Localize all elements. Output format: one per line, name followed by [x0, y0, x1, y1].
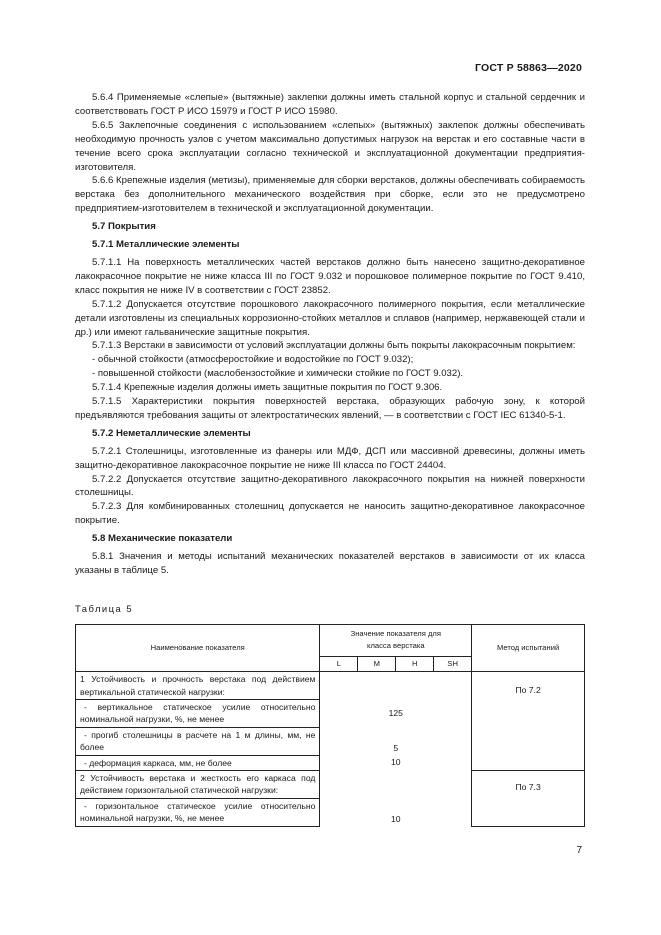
row-value: 125 [320, 700, 472, 728]
paragraph-5-8-1: 5.8.1 Значения и методы испытаний механических показателей верстаков в зависимости от их класса указаны в таблице 5. [75, 551, 585, 576]
paragraph-5-7-2-1: 5.7.2.1 Столешницы, изготовленные из фанеры или МДФ, ДСП или массивной древесины, должны иметь защитно-декоративное лакокрасочное покрытие не ниже III класса по ГОСТ 24404. [75, 445, 585, 471]
row-name: 2 Устойчивость верстака и жесткость его каркаса под действием горизонтальной статической нагрузки: [76, 771, 320, 799]
row-name: 1 Устойчивость и прочность верстака под действием вертикальной статической нагрузки: [76, 672, 320, 700]
table-row [76, 771, 585, 799]
row-name: - деформация каркаса, мм, не более [76, 755, 320, 770]
class-header-sh: SH [434, 656, 472, 671]
list-item-ordinary-resistance: - обычной стойкости (атмосферостойкие и водостойкие по ГОСТ 9.032); [92, 354, 414, 366]
paragraph-5-7-2-3: 5.7.2.3 Для комбинированных столешниц допускается не наносить защитно-декоративное лакокрасочное покрытие. [75, 501, 585, 527]
paragraph-5-7-1-1: 5.7.1.1 На поверхность металлических частей верстаков должно быть нанесено защитно-декоративное лакокрасочное покрытие не ниже класса III по ГОСТ 9.032 и порошковое полимерное покрытие по ГОСТ 9.410, класс покрытия не ниже IV в соответствии с ГОСТ 23852. [75, 256, 585, 296]
table-caption: Таблица 5 [75, 603, 134, 614]
class-header-m: M [358, 656, 396, 671]
row-value: 10 [320, 798, 472, 826]
heading-5-7-2: 5.7.2 Неметаллические элементы [92, 427, 251, 439]
table-row [76, 672, 585, 700]
row-value [320, 771, 472, 799]
paragraph-5-7-1-3: 5.7.1.3 Верстаки в зависимости от условий эксплуатации должны быть покрыты лакокрасочным покрытием: [92, 340, 576, 352]
row-value: 5 [320, 727, 472, 755]
row-name: - горизонтальное статическое усилие относительно номинальной нагрузки, %, не менее [76, 798, 320, 826]
column-header-value: Значение показателя для класса верстака [320, 625, 472, 657]
paragraph-5-6-6: 5.6.6 Крепежные изделия (метизы), применяемые для сборки верстаков, должны обеспечивать собираемость верстака без дополнительного механического воздействия при сборке, если это не предусмотрено предприятием-изготовителем в технической и эксплуатационной документации. [75, 175, 585, 215]
paragraph-5-6-5: 5.6.5 Заклепочные соединения с использованием «слепых» (вытяжных) заклепок должны обеспечивать необходимую прочность узлов с учетом максимально допустимых нагрузок на верстак и его составные части в течение всего срока эксплуатации согласно технической и эксплуатационной документации предприятия-изготовителя. [75, 119, 585, 173]
heading-5-8: 5.8 Механические показатели [92, 533, 233, 545]
row-name: - вертикальное статическое усилие относительно номинальной нагрузки, %, не менее [76, 700, 320, 728]
paragraph-5-7-1-2: 5.7.1.2 Допускается отсутствие порошкового лакокрасочного полимерного покрытия, если металлические детали изготовлены из специальных коррозионно-стойких металлов и сплавов (например, нержавеющей стали и др.) или имеют гальванические защитные покрытия. [75, 298, 585, 338]
paragraph-5-6-4: 5.6.4 Применяемые «слепые» (вытяжные) заклепки должны иметь стальной корпус и стальной сердечник и соответствовать ГОСТ Р ИСО 15979 и ГОСТ Р ИСО 15980. [75, 92, 585, 117]
class-header-l: L [320, 656, 358, 671]
list-item-increased-resistance: - повышенной стойкости (маслобензостойкие и химически стойкие по ГОСТ 9.032). [92, 368, 464, 380]
column-header-method: Метод испытаний [472, 625, 585, 672]
standard-header: ГОСТ Р 58863—2020 [474, 62, 582, 74]
heading-5-7: 5.7 Покрытия [92, 221, 156, 233]
table-5 [75, 624, 585, 827]
row-method: По 7.3 [472, 771, 585, 827]
column-header-name: Наименование показателя [76, 625, 320, 672]
class-header-h: H [396, 656, 434, 671]
row-value: 10 [320, 755, 472, 770]
paragraph-5-7-1-5: 5.7.1.5 Характеристики покрытия поверхностей верстака, образующих рабочую зону, к которой предъявляются требования защиты от электростатических явлений, — в соответствии с ГОСТ IEC 61340-5-1. [75, 396, 585, 421]
heading-5-7-1: 5.7.1 Металлические элементы [92, 239, 240, 251]
paragraph-5-7-1-4: 5.7.1.4 Крепежные изделия должны иметь защитные покрытия по ГОСТ 9.306. [92, 382, 443, 394]
document-body [75, 91, 585, 578]
row-value [320, 672, 472, 700]
row-method: По 7.2 [472, 672, 585, 771]
page-number: 7 [576, 845, 582, 856]
row-name: - прогиб столешницы в расчете на 1 м длины, мм, не более [76, 727, 320, 755]
paragraph-5-7-2-2: 5.7.2.2 Допускается отсутствие защитно-декоративного лакокрасочного покрытия на нижней поверхности столешницы. [75, 473, 585, 499]
